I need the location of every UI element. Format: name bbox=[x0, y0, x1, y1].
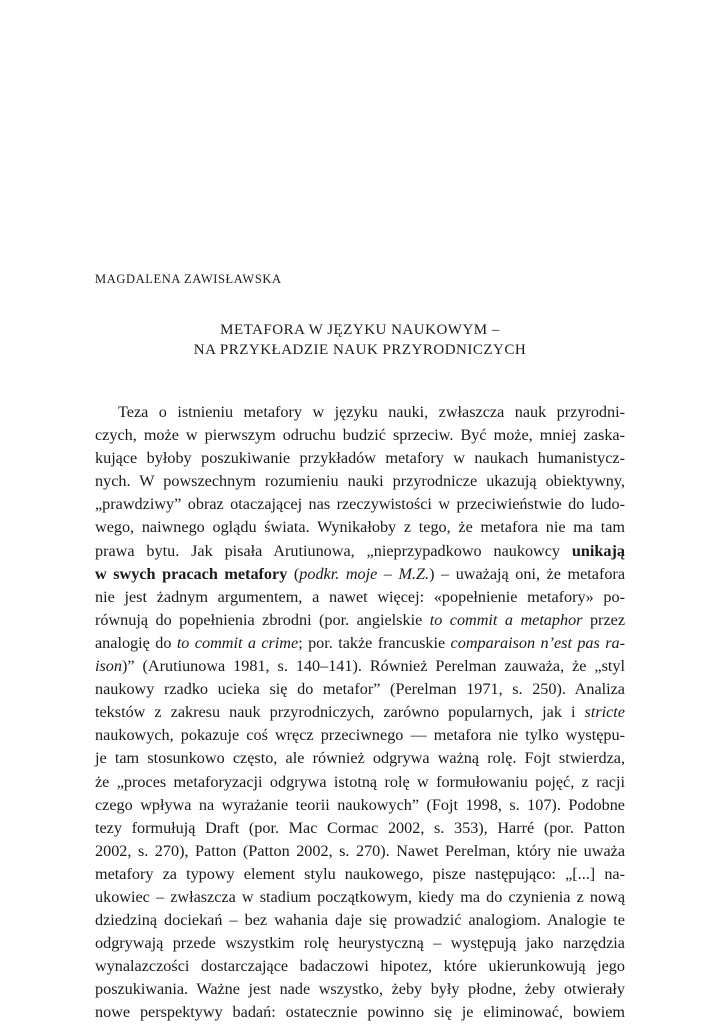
bold-emphasis: w swych pracach metafory bbox=[95, 564, 288, 583]
text-run: prawa bytu. Jak pisała Arutiunowa, „nieprzypadkowo naukowcy bbox=[95, 541, 572, 560]
text-line bbox=[95, 632, 625, 655]
text-run: równują do popełnienia zbrodni (por. angielskie bbox=[95, 610, 430, 629]
italic-phrase: ison bbox=[95, 657, 122, 676]
article-title bbox=[95, 320, 625, 360]
italic-phrase: to commit a metaphor bbox=[429, 610, 583, 629]
italic-phrase: stricte bbox=[584, 703, 625, 722]
text-run: ) – uważają oni, że metafora bbox=[429, 564, 626, 583]
author-name: MAGDALENA ZAWISŁAWSKA bbox=[95, 272, 282, 286]
text-line: naukowy rzadko ucieka się do metafor” (Perelman 1971, s. 250). Analiza bbox=[95, 680, 625, 699]
text-line: 2002, s. 270), Patton (Patton 2002, s. 270). Nawet Perelman, który nie uważa bbox=[95, 841, 625, 860]
text-line: metafory za typowy element stylu naukowego, pisze następująco: „[...] na- bbox=[95, 864, 625, 883]
text-line: nych. W powszechnym rozumieniu nauki przyrodnicze ukazują obiektywny, bbox=[95, 472, 625, 491]
text-run: przez bbox=[582, 610, 625, 629]
text-line: naukowych, pokazuje coś wręcz przeciwnego — metafora nie tylko występu- bbox=[95, 726, 625, 745]
text-line: poszukiwania. Ważne jest nade wszystko, żeby były płodne, żeby otwierały bbox=[95, 980, 625, 999]
text-line bbox=[95, 563, 625, 586]
text-line: czych, może w pierwszym odruchu budzić sprzeciw. Być może, mniej zaska- bbox=[95, 426, 625, 445]
text-run: )” (Arutiunowa 1981, s. 140–141). Również Perelman zauważa, że „styl bbox=[122, 657, 625, 676]
text-line: ukowiec – zwłaszcza w stadium początkowym, kiedy ma do czynienia z nową bbox=[95, 887, 625, 906]
text-line: tezy formułują Draft (por. Mac Cormac 2002, s. 353), Harré (por. Patton bbox=[95, 818, 625, 837]
text-line bbox=[95, 701, 625, 724]
italic-phrase: comparaison n’est pas ra- bbox=[450, 633, 625, 652]
text-run: ; por. także francuskie bbox=[298, 633, 451, 652]
text-line: Teza o istnieniu metafory w języku nauki, zwłaszcza nauk przyrodni- bbox=[118, 403, 625, 421]
text-line: nowe perspektywy badań: ostatecznie powinno się je eliminować, bowiem bbox=[95, 1003, 625, 1022]
text-run: analogię do bbox=[95, 633, 177, 652]
bold-emphasis: unikają bbox=[571, 541, 625, 560]
italic-note: podkr. moje – M.Z. bbox=[299, 564, 430, 583]
text-line: kujące byłoby poszukiwanie przykładów metafory w naukach humanistycz- bbox=[95, 449, 625, 468]
text-line: wynalazczości dostarczające badaczowi hipotez, które ukierunkowują jego bbox=[95, 957, 625, 976]
text-line: dziedziną dociekań – bez wahania daje się prowadzić analogiom. Analogie te bbox=[95, 911, 625, 930]
text-line bbox=[95, 540, 625, 563]
text-line bbox=[95, 609, 625, 632]
text-line: że „proces metaforyzacji odgrywa istotną rolę w formułowaniu pojęć, z racji bbox=[95, 772, 625, 791]
text-run: tekstów z zakresu nauk przyrodniczych, zarówno popularnych, jak i bbox=[95, 703, 585, 722]
text-line: odgrywają przede wszystkim rolę heurystyczną – występują jako narzędzia bbox=[95, 934, 625, 953]
body-paragraph bbox=[95, 401, 625, 1025]
text-line: nie jest żadnym argumentem, a nawet więcej: «popełnienie metafory» po- bbox=[95, 587, 625, 606]
title-line-1: METAFORA W JĘZYKU NAUKOWYM – bbox=[220, 322, 500, 338]
italic-phrase: to commit a crime bbox=[176, 633, 299, 652]
text-line: wego, naiwnego oglądu świata. Wynikałoby z tego, że metafora nie ma tam bbox=[95, 518, 625, 537]
text-line: czego wpływa na wyrażanie teorii naukowych” (Fojt 1998, s. 107). Podobne bbox=[95, 795, 625, 814]
text-line: „prawdziwy” obraz otaczającej nas rzeczywistości w przeciwieństwie do ludo- bbox=[95, 495, 625, 514]
text-line bbox=[95, 655, 625, 678]
title-line-2: NA PRZYKŁADZIE NAUK PRZYRODNICZYCH bbox=[193, 342, 527, 358]
text-line: je tam stosunkowo często, ale również odgrywa ważną rolę. Fojt stwierdza, bbox=[95, 749, 625, 768]
text-run: ( bbox=[287, 564, 300, 583]
